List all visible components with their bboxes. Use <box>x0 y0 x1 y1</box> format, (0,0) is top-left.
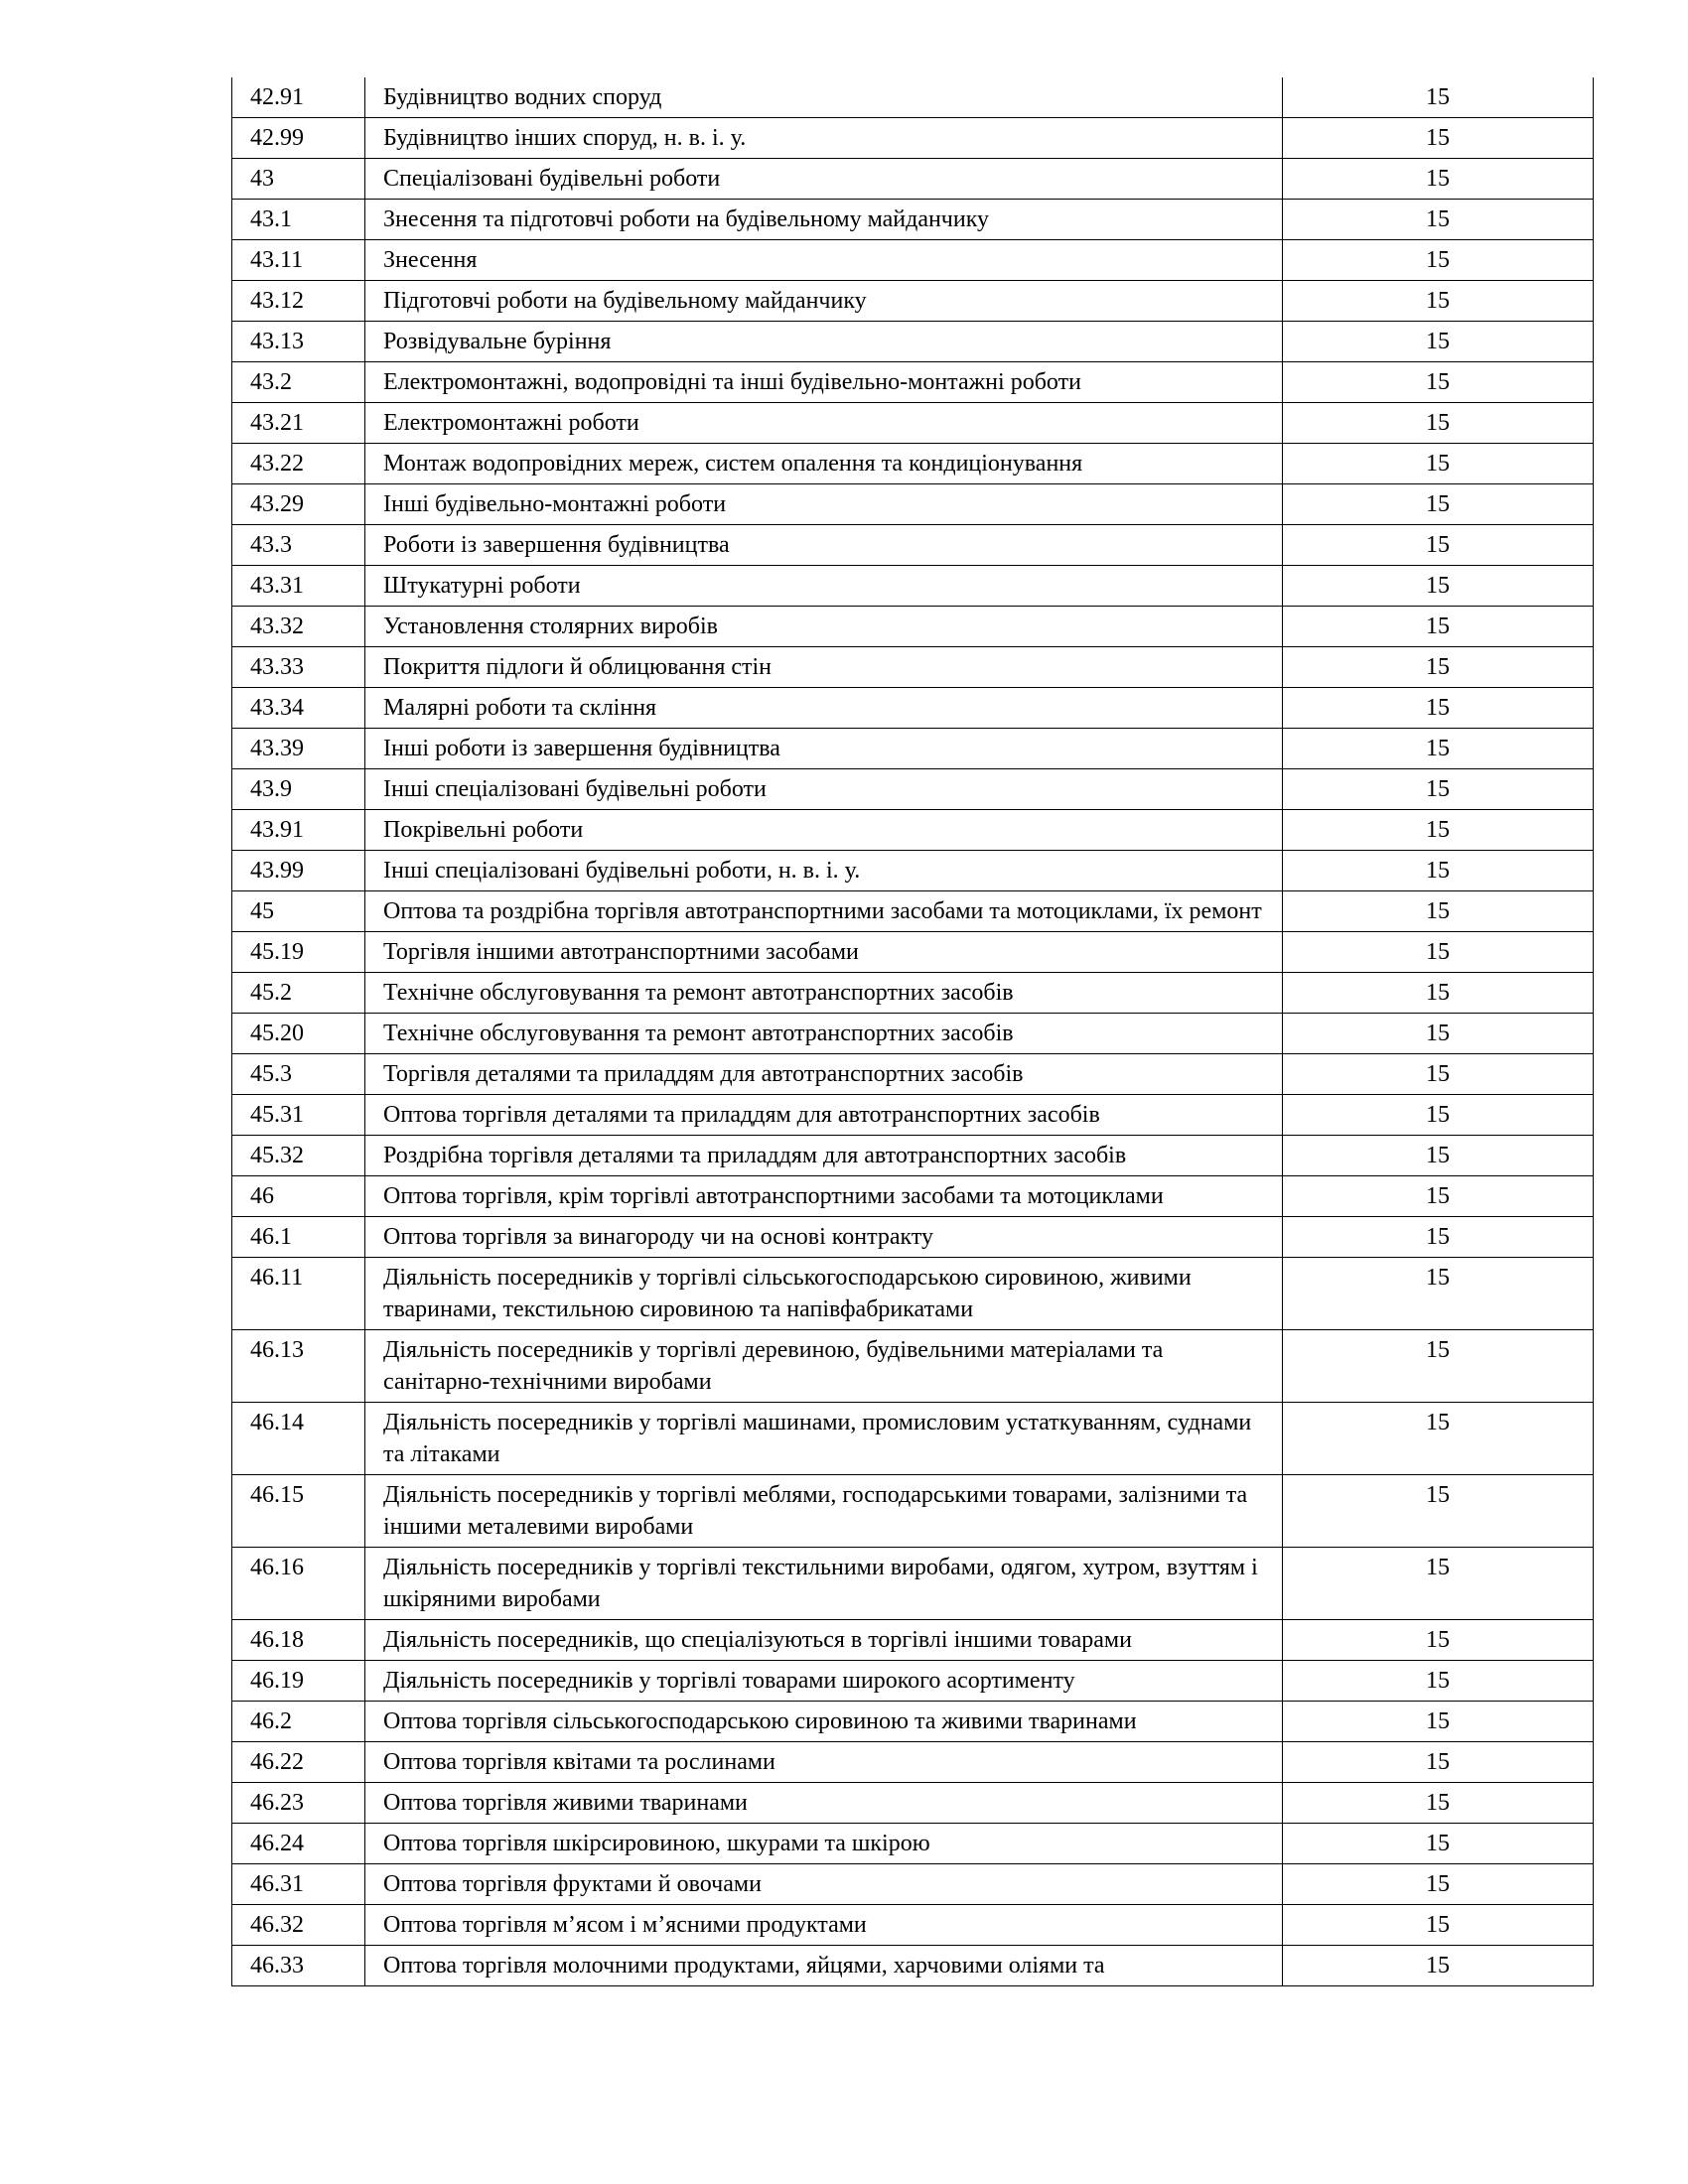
activity-name-cell: Оптова торгівля за винагороду чи на основі контракту <box>365 1217 1283 1258</box>
rate-cell: 15 <box>1283 1258 1594 1330</box>
rate-cell: 15 <box>1283 1403 1594 1475</box>
table-row <box>232 1864 1594 1905</box>
rate-cell: 15 <box>1283 891 1594 932</box>
rate-cell: 15 <box>1283 240 1594 281</box>
table-row <box>232 1946 1594 1986</box>
activity-name-cell: Оптова та роздрібна торгівля автотранспортними засобами та мотоциклами, їх ремонт <box>365 891 1283 932</box>
rate-cell: 15 <box>1283 1661 1594 1702</box>
rate-cell: 15 <box>1283 566 1594 607</box>
rate-cell: 15 <box>1283 1014 1594 1054</box>
activity-code-cell: 42.91 <box>232 77 365 118</box>
rate-cell: 15 <box>1283 200 1594 240</box>
activity-name-cell: Інші роботи із завершення будівництва <box>365 729 1283 769</box>
rate-cell: 15 <box>1283 322 1594 362</box>
activity-name-cell: Діяльність посередників у торгівлі сільськогосподарською сировиною, живими тваринами, текстильною сировиною та напівфабрикатами <box>365 1258 1283 1330</box>
activity-code-cell: 43.9 <box>232 769 365 810</box>
activity-code-cell: 43.1 <box>232 200 365 240</box>
table-row <box>232 1661 1594 1702</box>
activity-code-cell: 42.99 <box>232 118 365 159</box>
activity-code-cell: 46.19 <box>232 1661 365 1702</box>
table-row <box>232 484 1594 525</box>
table-row <box>232 240 1594 281</box>
table-row <box>232 1475 1594 1548</box>
activity-name-cell: Діяльність посередників у торгівлі деревиною, будівельними матеріалами та санітарно-технічними виробами <box>365 1330 1283 1403</box>
activity-name-cell: Інші спеціалізовані будівельні роботи <box>365 769 1283 810</box>
activity-name-cell: Малярні роботи та скління <box>365 688 1283 729</box>
table-row <box>232 851 1594 891</box>
table-row <box>232 118 1594 159</box>
table-body <box>232 77 1594 1986</box>
activity-name-cell: Оптова торгівля сільськогосподарською сировиною та живими тваринами <box>365 1702 1283 1742</box>
rate-cell: 15 <box>1283 1475 1594 1548</box>
activity-code-cell: 46.14 <box>232 1403 365 1475</box>
activity-name-cell: Оптова торгівля шкірсировиною, шкурами та шкірою <box>365 1824 1283 1864</box>
activity-name-cell: Електромонтажні роботи <box>365 403 1283 444</box>
activity-code-cell: 45.20 <box>232 1014 365 1054</box>
table-row <box>232 647 1594 688</box>
rate-cell: 15 <box>1283 362 1594 403</box>
activity-name-cell: Інші спеціалізовані будівельні роботи, н. в. і. у. <box>365 851 1283 891</box>
activity-code-cell: 45.31 <box>232 1095 365 1136</box>
activity-code-cell: 46 <box>232 1176 365 1217</box>
activity-name-cell: Оптова торгівля деталями та приладдям для автотранспортних засобів <box>365 1095 1283 1136</box>
rate-cell: 15 <box>1283 688 1594 729</box>
activity-name-cell: Діяльність посередників у торгівлі товарами широкого асортименту <box>365 1661 1283 1702</box>
table-row <box>232 932 1594 973</box>
activity-name-cell: Підготовчі роботи на будівельному майданчику <box>365 281 1283 322</box>
table-row <box>232 200 1594 240</box>
activity-name-cell: Будівництво інших споруд, н. в. і. у. <box>365 118 1283 159</box>
activity-name-cell: Діяльність посередників, що спеціалізуються в торгівлі іншими товарами <box>365 1620 1283 1661</box>
activity-code-cell: 43.2 <box>232 362 365 403</box>
activity-name-cell: Оптова торгівля м’ясом і м’ясними продуктами <box>365 1905 1283 1946</box>
table-row <box>232 769 1594 810</box>
activity-code-cell: 46.18 <box>232 1620 365 1661</box>
activity-code-cell: 46.11 <box>232 1258 365 1330</box>
rate-cell: 15 <box>1283 1702 1594 1742</box>
rate-cell: 15 <box>1283 729 1594 769</box>
activity-name-cell: Будівництво водних споруд <box>365 77 1283 118</box>
activity-name-cell: Оптова торгівля, крім торгівлі автотранспортними засобами та мотоциклами <box>365 1176 1283 1217</box>
activity-name-cell: Оптова торгівля фруктами й овочами <box>365 1864 1283 1905</box>
activity-code-cell: 46.1 <box>232 1217 365 1258</box>
activity-name-cell: Оптова торгівля молочними продуктами, яйцями, харчовими оліями та <box>365 1946 1283 1986</box>
activity-code-cell: 45.3 <box>232 1054 365 1095</box>
rate-cell: 15 <box>1283 1330 1594 1403</box>
rate-cell: 15 <box>1283 1217 1594 1258</box>
activity-code-cell: 46.23 <box>232 1783 365 1824</box>
rate-cell: 15 <box>1283 77 1594 118</box>
activity-name-cell: Монтаж водопровідних мереж, систем опалення та кондиціонування <box>365 444 1283 484</box>
rate-cell: 15 <box>1283 1824 1594 1864</box>
activity-name-cell: Покрівельні роботи <box>365 810 1283 851</box>
activity-name-cell: Електромонтажні, водопровідні та інші будівельно-монтажні роботи <box>365 362 1283 403</box>
rate-cell: 15 <box>1283 973 1594 1014</box>
table-row <box>232 362 1594 403</box>
table-row <box>232 1176 1594 1217</box>
activity-code-cell: 43.3 <box>232 525 365 566</box>
rate-cell: 15 <box>1283 1095 1594 1136</box>
rate-cell: 15 <box>1283 1176 1594 1217</box>
activity-name-cell: Діяльність посередників у торгівлі текстильними виробами, одягом, хутром, взуттям і шкіряними виробами <box>365 1548 1283 1620</box>
activity-code-cell: 43.34 <box>232 688 365 729</box>
table-row <box>232 1824 1594 1864</box>
table-row <box>232 1054 1594 1095</box>
activity-code-cell: 45.19 <box>232 932 365 973</box>
activity-name-cell: Оптова торгівля квітами та рослинами <box>365 1742 1283 1783</box>
table-row <box>232 1095 1594 1136</box>
table-row <box>232 1403 1594 1475</box>
table-row <box>232 1217 1594 1258</box>
activity-code-cell: 46.2 <box>232 1702 365 1742</box>
table-row <box>232 1014 1594 1054</box>
activity-name-cell: Діяльність посередників у торгівлі машинами, промисловим устаткуванням, суднами та літаками <box>365 1403 1283 1475</box>
activity-code-cell: 45 <box>232 891 365 932</box>
rate-cell: 15 <box>1283 851 1594 891</box>
rate-cell: 15 <box>1283 444 1594 484</box>
table-row <box>232 810 1594 851</box>
table-row <box>232 729 1594 769</box>
activity-name-cell: Інші будівельно-монтажні роботи <box>365 484 1283 525</box>
activity-code-cell: 45.2 <box>232 973 365 1014</box>
table-row <box>232 159 1594 200</box>
activity-code-cell: 43.32 <box>232 607 365 647</box>
activity-code-cell: 43.99 <box>232 851 365 891</box>
activity-code-cell: 46.22 <box>232 1742 365 1783</box>
activity-code-cell: 46.31 <box>232 1864 365 1905</box>
activity-code-cell: 43.13 <box>232 322 365 362</box>
activity-name-cell: Торгівля іншими автотранспортними засобами <box>365 932 1283 973</box>
activity-code-cell: 46.13 <box>232 1330 365 1403</box>
table-row <box>232 525 1594 566</box>
activity-code-cell: 43.11 <box>232 240 365 281</box>
activity-code-cell: 46.32 <box>232 1905 365 1946</box>
rate-cell: 15 <box>1283 1620 1594 1661</box>
rate-cell: 15 <box>1283 1742 1594 1783</box>
activity-code-cell: 43.21 <box>232 403 365 444</box>
rate-cell: 15 <box>1283 159 1594 200</box>
activity-name-cell: Штукатурні роботи <box>365 566 1283 607</box>
rate-cell: 15 <box>1283 1136 1594 1176</box>
table-row <box>232 1783 1594 1824</box>
rate-cell: 15 <box>1283 1905 1594 1946</box>
activity-name-cell: Діяльність посередників у торгівлі меблями, господарськими товарами, залізними та іншими металевими виробами <box>365 1475 1283 1548</box>
activity-name-cell: Знесення та підготовчі роботи на будівельному майданчику <box>365 200 1283 240</box>
table-row <box>232 444 1594 484</box>
activity-code-cell: 45.32 <box>232 1136 365 1176</box>
rate-cell: 15 <box>1283 484 1594 525</box>
table-row <box>232 1742 1594 1783</box>
rate-cell: 15 <box>1283 1054 1594 1095</box>
table-row <box>232 403 1594 444</box>
activity-code-cell: 46.16 <box>232 1548 365 1620</box>
activity-code-cell: 46.24 <box>232 1824 365 1864</box>
table-row <box>232 973 1594 1014</box>
activity-code-cell: 43.91 <box>232 810 365 851</box>
table-row <box>232 1702 1594 1742</box>
rate-cell: 15 <box>1283 769 1594 810</box>
activity-code-cell: 46.15 <box>232 1475 365 1548</box>
table-row <box>232 566 1594 607</box>
table-row <box>232 1258 1594 1330</box>
table-row <box>232 1330 1594 1403</box>
table-row <box>232 688 1594 729</box>
activity-name-cell: Роботи із завершення будівництва <box>365 525 1283 566</box>
activity-name-cell: Роздрібна торгівля деталями та приладдям для автотранспортних засобів <box>365 1136 1283 1176</box>
table-row <box>232 607 1594 647</box>
activity-name-cell: Розвідувальне буріння <box>365 322 1283 362</box>
table-row <box>232 891 1594 932</box>
rate-cell: 15 <box>1283 403 1594 444</box>
activity-name-cell: Установлення столярних виробів <box>365 607 1283 647</box>
activity-code-cell: 43.33 <box>232 647 365 688</box>
rate-cell: 15 <box>1283 647 1594 688</box>
rate-cell: 15 <box>1283 810 1594 851</box>
activity-name-cell: Технічне обслуговування та ремонт автотранспортних засобів <box>365 1014 1283 1054</box>
activity-code-cell: 43.12 <box>232 281 365 322</box>
activity-code-cell: 43 <box>232 159 365 200</box>
activity-name-cell: Оптова торгівля живими тваринами <box>365 1783 1283 1824</box>
activity-name-cell: Технічне обслуговування та ремонт автотранспортних засобів <box>365 973 1283 1014</box>
rate-cell: 15 <box>1283 932 1594 973</box>
rate-cell: 15 <box>1283 1548 1594 1620</box>
activity-code-cell: 43.22 <box>232 444 365 484</box>
activity-code-cell: 43.31 <box>232 566 365 607</box>
activity-code-cell: 43.39 <box>232 729 365 769</box>
rate-cell: 15 <box>1283 607 1594 647</box>
activity-code-cell: 46.33 <box>232 1946 365 1986</box>
activity-name-cell: Спеціалізовані будівельні роботи <box>365 159 1283 200</box>
rate-cell: 15 <box>1283 1946 1594 1986</box>
activity-name-cell: Знесення <box>365 240 1283 281</box>
activity-name-cell: Покриття підлоги й облицювання стін <box>365 647 1283 688</box>
table-row <box>232 1548 1594 1620</box>
activity-code-cell: 43.29 <box>232 484 365 525</box>
activity-name-cell: Торгівля деталями та приладдям для автотранспортних засобів <box>365 1054 1283 1095</box>
table-row <box>232 77 1594 118</box>
table-row <box>232 1620 1594 1661</box>
rate-cell: 15 <box>1283 118 1594 159</box>
table-row <box>232 1136 1594 1176</box>
rate-cell: 15 <box>1283 281 1594 322</box>
activity-codes-table <box>231 77 1594 1986</box>
rate-cell: 15 <box>1283 525 1594 566</box>
table-row <box>232 1905 1594 1946</box>
table-row <box>232 281 1594 322</box>
rate-cell: 15 <box>1283 1783 1594 1824</box>
table-row <box>232 322 1594 362</box>
rate-cell: 15 <box>1283 1864 1594 1905</box>
